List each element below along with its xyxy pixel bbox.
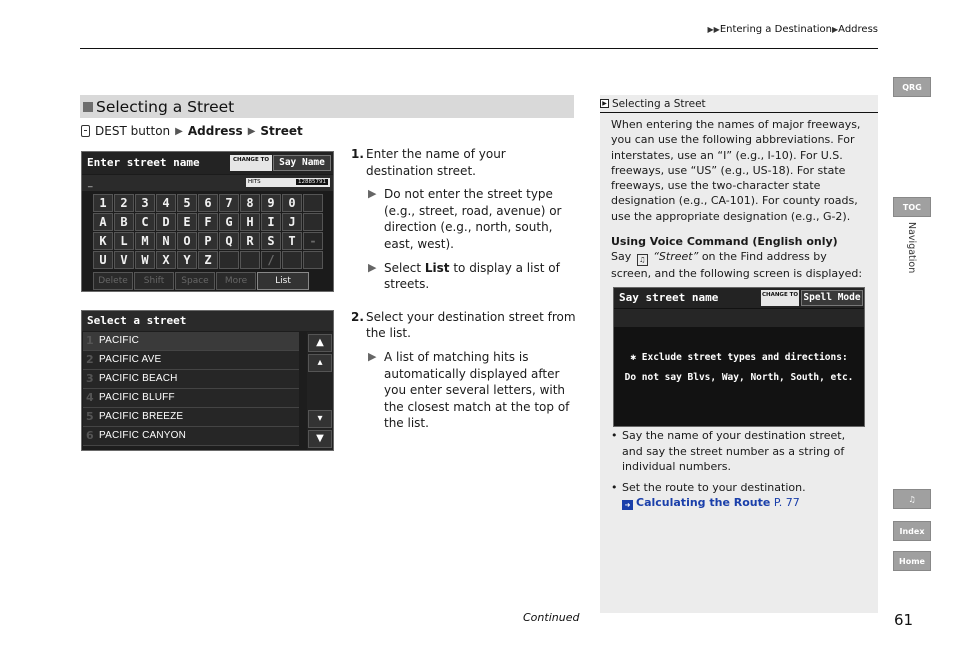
- list-item-name: PACIFIC: [99, 335, 140, 346]
- list-button[interactable]: List: [257, 272, 309, 290]
- key[interactable]: B: [114, 213, 134, 231]
- key[interactable]: I: [261, 213, 281, 231]
- screen-message-line2: Do not say Blvs, Way, North, South, etc.: [624, 372, 854, 383]
- scroll-up-icon[interactable]: ▴: [308, 354, 332, 372]
- top-divider: [80, 48, 878, 49]
- key[interactable]: 4: [156, 194, 176, 212]
- voice-tab[interactable]: [893, 489, 931, 509]
- bullet-icon: •: [611, 429, 618, 442]
- screen-title: Select a street: [87, 314, 187, 327]
- key[interactable]: K: [93, 232, 113, 250]
- street-list: [83, 332, 299, 446]
- home-tab[interactable]: Home: [893, 551, 931, 571]
- scroll-down-icon[interactable]: ▾: [308, 410, 332, 428]
- page-down-icon[interactable]: ▼: [308, 430, 332, 448]
- select-street-screen: [81, 310, 334, 451]
- key[interactable]: 8: [240, 194, 260, 212]
- key[interactable]: T: [282, 232, 302, 250]
- list-item[interactable]: [83, 408, 299, 427]
- list-item[interactable]: [83, 332, 299, 351]
- voice-command-text: [611, 249, 867, 281]
- delete-button[interactable]: Delete: [93, 272, 133, 290]
- key[interactable]: V: [114, 251, 134, 269]
- keyboard: [93, 194, 324, 270]
- screen-message-line1: ✱ Exclude street types and directions:: [630, 352, 848, 363]
- key[interactable]: N: [156, 232, 176, 250]
- key[interactable]: X: [156, 251, 176, 269]
- key[interactable]: L: [114, 232, 134, 250]
- list-item-number: 4: [86, 391, 94, 404]
- calculating-route-link[interactable]: Calculating the Route: [636, 496, 771, 509]
- voice-rest: on the Find address by screen, and the following screen is displayed:: [611, 250, 863, 281]
- arrow-icon: ▶▶: [707, 25, 720, 34]
- key[interactable]: 3: [135, 194, 155, 212]
- key[interactable]: P: [198, 232, 218, 250]
- key[interactable]: J: [282, 213, 302, 231]
- key[interactable]: 5: [177, 194, 197, 212]
- talk-icon: ♫: [637, 254, 648, 266]
- key[interactable]: [240, 251, 260, 269]
- section-header: [80, 95, 574, 118]
- key[interactable]: 9: [261, 194, 281, 212]
- key-row: [93, 251, 324, 270]
- qrg-tab[interactable]: QRG: [893, 77, 931, 97]
- step-1: [351, 146, 576, 179]
- space-button[interactable]: Space: [175, 272, 215, 290]
- note-text: Select: [384, 260, 422, 275]
- key[interactable]: F: [198, 213, 218, 231]
- list-item[interactable]: [83, 351, 299, 370]
- list-item-number: 5: [86, 410, 94, 423]
- shift-button[interactable]: Shift: [134, 272, 174, 290]
- key[interactable]: C: [135, 213, 155, 231]
- step-1-note: [351, 186, 576, 252]
- list-item[interactable]: [83, 427, 299, 446]
- page-up-icon[interactable]: ▲: [308, 334, 332, 352]
- arrow-icon: ▶: [368, 187, 377, 201]
- arrow-icon: ▶: [368, 349, 377, 363]
- key[interactable]: O: [177, 232, 197, 250]
- hits-value: 12885791: [298, 179, 326, 185]
- list-item-number: 1: [86, 334, 94, 347]
- key[interactable]: [303, 194, 323, 212]
- arrow-icon: ▶: [175, 125, 183, 137]
- side-note-bullets: [611, 428, 867, 516]
- key[interactable]: /: [261, 251, 281, 269]
- screen-title: Enter street name: [87, 156, 200, 169]
- hits-counter: [246, 178, 330, 187]
- key[interactable]: [303, 251, 323, 269]
- key[interactable]: -: [303, 232, 323, 250]
- key[interactable]: S: [261, 232, 281, 250]
- list-item-name: PACIFIC BREEZE: [99, 411, 184, 422]
- step-2-note: [351, 349, 576, 432]
- key[interactable]: 2: [114, 194, 134, 212]
- bullet-icon: •: [611, 480, 618, 494]
- list-item-number: 2: [86, 353, 94, 366]
- list-item-name: PACIFIC CANYON: [99, 430, 187, 441]
- list-item-name: PACIFIC BLUFF: [99, 392, 175, 403]
- side-note-body: [611, 117, 867, 282]
- voice-command-heading: Using Voice Command (English only): [611, 235, 838, 249]
- key[interactable]: R: [240, 232, 260, 250]
- talk-icon: ♫: [908, 495, 916, 504]
- step-text: Enter the name of your destination street.: [366, 147, 506, 178]
- key[interactable]: [303, 213, 323, 231]
- note-text: A list of matching hits is automatically displayed after you enter several letters, with the closest match at the top of the list.: [384, 349, 570, 431]
- list-item[interactable]: [83, 389, 299, 408]
- nav-path: [81, 124, 303, 138]
- arrow-icon: ▶: [832, 25, 839, 34]
- step-number: 1.: [351, 147, 364, 161]
- key[interactable]: 6: [198, 194, 218, 212]
- nav-path-mid: Address: [187, 124, 243, 138]
- step-number: 2.: [351, 309, 364, 324]
- square-icon: [83, 102, 93, 112]
- side-note-header: [600, 95, 878, 113]
- voice-say: Say: [611, 250, 632, 264]
- step-1-note: [351, 260, 576, 293]
- breadcrumb-part1[interactable]: Entering a Destination: [719, 24, 833, 35]
- key[interactable]: 7: [219, 194, 239, 212]
- key[interactable]: G: [219, 213, 239, 231]
- nav-path-start: DEST button: [95, 124, 171, 138]
- list-item-number: 6: [86, 429, 94, 442]
- page-ref[interactable]: P. 77: [773, 496, 800, 509]
- abbreviation-note: When entering the names of major freeways, you can use the following abbreviations. For interstates, use an “I” (e.g., I-10). For U.S. freeways, use “US” (e.g., US-18). For state freeways, use the two-character state designation (e.g., CA-101). For county roads, use the appropriate designation (e.g., G-2).: [611, 118, 861, 223]
- link-icon: ➜: [622, 500, 633, 510]
- voice-word: “Street”: [653, 250, 699, 264]
- step-text: Select your destination street from the list.: [366, 309, 576, 341]
- index-tab[interactable]: Index: [893, 521, 931, 541]
- toc-tab[interactable]: TOC: [893, 197, 931, 217]
- hits-label: HITS: [248, 179, 261, 185]
- entry-band: [614, 309, 864, 327]
- section-title: Selecting a Street: [96, 97, 235, 116]
- key[interactable]: Z: [198, 251, 218, 269]
- say-name-button[interactable]: Say Name: [273, 155, 331, 171]
- key-row: [93, 232, 324, 251]
- key[interactable]: Q: [219, 232, 239, 250]
- screen-title: Say street name: [619, 291, 719, 304]
- note-icon: ▶: [600, 99, 609, 108]
- key-row: [93, 213, 324, 232]
- continued-label: Continued: [523, 611, 580, 624]
- enter-street-screen: [81, 151, 334, 292]
- key[interactable]: H: [240, 213, 260, 231]
- list-item[interactable]: [83, 370, 299, 389]
- section-side-label: Navigation: [906, 222, 917, 274]
- function-keys: [93, 272, 310, 290]
- entry-cursor: _: [88, 178, 93, 188]
- list-item-number: 3: [86, 372, 94, 385]
- arrow-icon: ▶: [247, 125, 256, 137]
- list-scrollbar: [307, 332, 333, 450]
- key[interactable]: A: [93, 213, 113, 231]
- key[interactable]: M: [135, 232, 155, 250]
- list-item-name: PACIFIC AVE: [99, 354, 162, 365]
- more-button[interactable]: More: [216, 272, 256, 290]
- change-to-button[interactable]: CHANGE TO: [761, 290, 799, 306]
- bullet-text: Set the route to your destination.: [622, 480, 806, 494]
- nav-path-end: Street: [260, 124, 303, 138]
- key[interactable]: W: [135, 251, 155, 269]
- key[interactable]: Y: [177, 251, 197, 269]
- note-text: to display a list of streets.: [384, 260, 560, 292]
- page-number: 61: [894, 611, 914, 629]
- note-text: Do not enter the street type (e.g., street, road, avenue) or direction (e.g., north, south, east, west).: [384, 187, 562, 251]
- key-row: [93, 194, 324, 213]
- bullet-item: [611, 428, 867, 475]
- key[interactable]: 0: [282, 194, 302, 212]
- bullet-item: [611, 480, 867, 511]
- side-note-title: Selecting a Street: [612, 97, 706, 110]
- key[interactable]: 1: [93, 194, 113, 212]
- instruction-steps: [351, 146, 576, 432]
- change-to-button[interactable]: CHANGE TO: [230, 155, 272, 171]
- key[interactable]: [219, 251, 239, 269]
- key[interactable]: [282, 251, 302, 269]
- key[interactable]: D: [156, 213, 176, 231]
- breadcrumb-part2[interactable]: Address: [838, 24, 878, 35]
- list-term: List: [424, 260, 450, 275]
- key[interactable]: E: [177, 213, 197, 231]
- key[interactable]: U: [93, 251, 113, 269]
- list-item-name: PACIFIC BEACH: [99, 373, 178, 384]
- step-2: [351, 309, 576, 342]
- spell-mode-button[interactable]: Spell Mode: [801, 290, 863, 306]
- say-street-screen: [613, 287, 865, 427]
- home-icon: [81, 125, 90, 137]
- breadcrumb: [708, 24, 878, 35]
- bullet-text: Say the name of your destination street, and say the street number as a string of individual numbers.: [622, 429, 846, 473]
- arrow-icon: ▶: [368, 260, 377, 274]
